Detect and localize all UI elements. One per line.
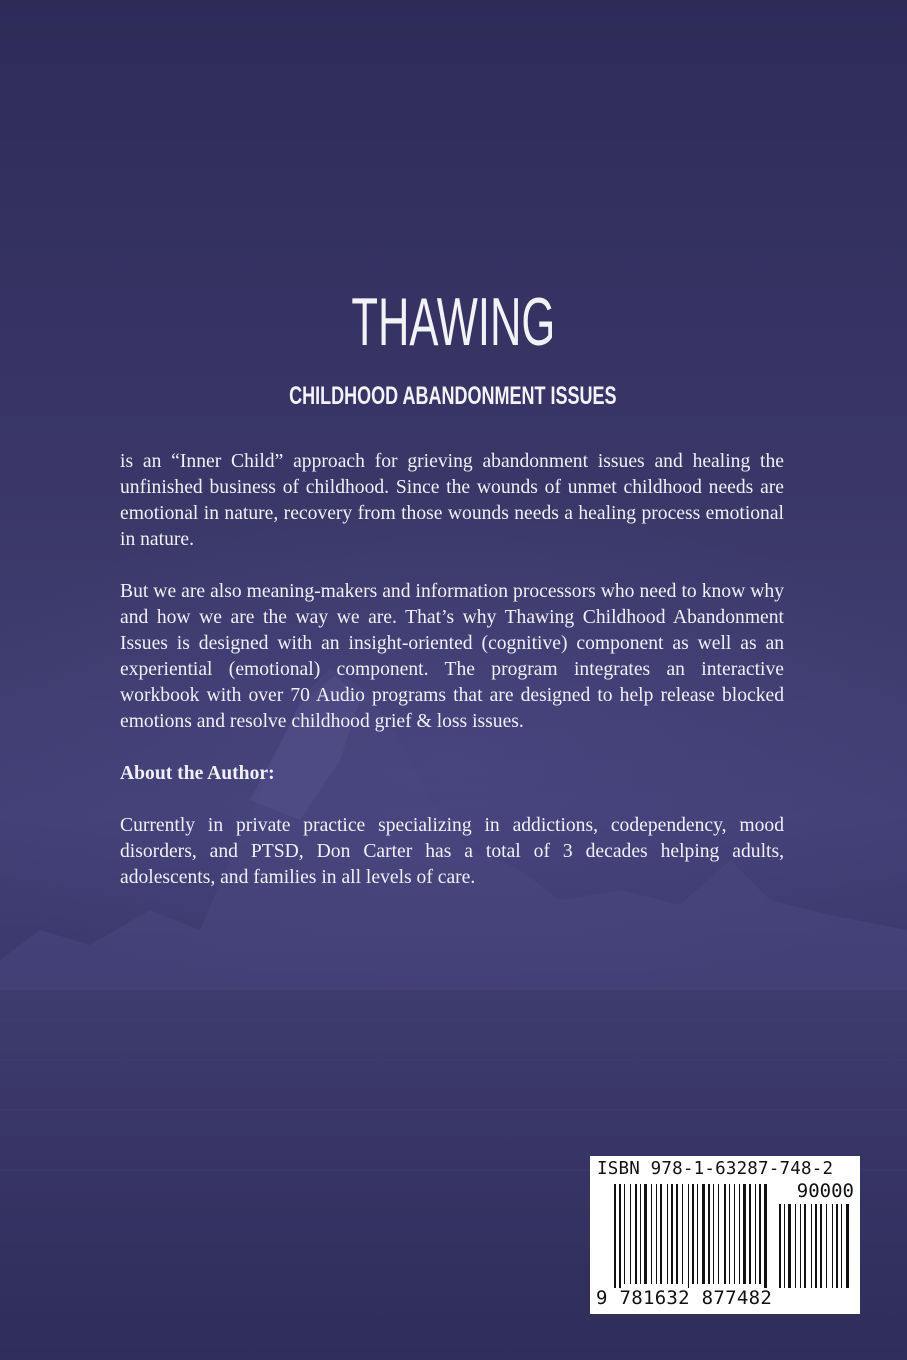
- blurb-text: [120, 449, 784, 917]
- book-subtitle: CHILDHOOD ABANDONMENT ISSUES: [289, 382, 617, 410]
- isbn-barcode: [590, 1156, 860, 1314]
- isbn-label: ISBN 978-1-63287-748-2: [597, 1159, 834, 1179]
- ean-digits: 9 781632 877482: [596, 1287, 773, 1309]
- blurb-paragraph: is an “Inner Child” approach for grieving abandonment issues and healing the unfinished business of childhood. Since the wounds of unmet childhood needs are emotional in nature, recovery from those wounds needs a healing process emotional in nature.: [120, 451, 784, 550]
- book-title: THAWING: [351, 284, 556, 360]
- author-bio-paragraph: Currently in private practice specializing in addictions, codependency, mood disorders, and PTSD, Don Carter has a total of 3 decades helping adults, adolescents, and families in all levels of care.: [120, 815, 784, 888]
- about-author-heading: About the Author:: [120, 763, 275, 784]
- blurb-paragraph: But we are also meaning-makers and information processors who need to know why and how we are the way we are. That’s why Thawing Childhood Abandonment Issues is designed with an insight-oriented (cognitive) component as well as an experiential (emotional) component. The program integrates an interactive workbook with over 70 Audio programs that are designed to help release blocked emotions and resolve childhood grief & loss issues.: [120, 581, 784, 732]
- price-code: 90000: [796, 1180, 854, 1202]
